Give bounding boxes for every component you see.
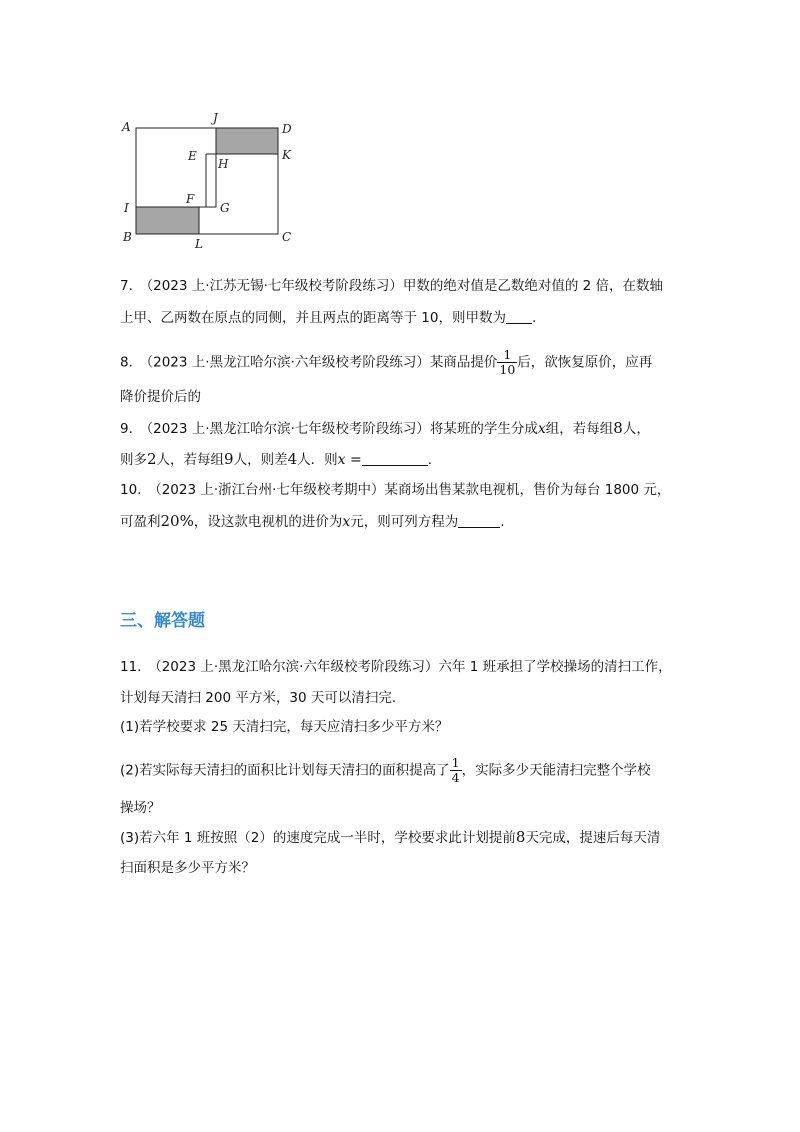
q10-var-x: x [342, 514, 351, 530]
q9-text-a: 9. （2023 上·黑龙江哈尔滨·七年级校考阶段练习）将某班的学生分成 [120, 421, 538, 437]
q9-line2 [120, 449, 432, 470]
q11-p3-num: 8 [515, 828, 526, 846]
q10-line1: 10. （2023 上·浙江台州·七年级校考期中）某商场出售某款电视机，售价为每台 1800 元， [120, 482, 671, 498]
q9-equation: x = [337, 452, 362, 468]
q10-text-a: 可盈利 [120, 514, 161, 530]
q8-text-b: 后，欲恢复原价，应再 [517, 354, 653, 371]
q8-frac-numerator: 1 [503, 347, 512, 362]
section-title: 三、解答题 [120, 611, 205, 631]
label-H: H [218, 157, 229, 171]
q10-answer-blank[interactable] [458, 513, 500, 528]
q9-var-x: x [537, 421, 546, 437]
q11-part2-cont: 操场？ [120, 800, 161, 816]
q7-end: . [531, 310, 537, 326]
q11-p2-text-b: ，实际多少天能清扫完整个学校 [461, 762, 651, 779]
label-J: J [213, 111, 218, 125]
q8-line1 [120, 348, 652, 377]
q8-fraction [498, 348, 516, 377]
label-I: I [124, 201, 129, 215]
q10-percent: 20% [160, 512, 194, 530]
q9-num-8: 8 [613, 419, 623, 437]
q10-end: . [500, 514, 505, 530]
q9-end: . [427, 452, 433, 468]
q11-line1: 11. （2023 上·黑龙江哈尔滨·六年级校考阶段练习）六年 1 班承担了学校操场的清扫工作， [120, 659, 672, 675]
q7-text: 上甲、乙两数在原点的同侧，并且两点的距离等于 10，则甲数为 [120, 310, 506, 326]
label-E: E [188, 149, 197, 163]
q11-line2: 计划每天清扫 200 平方米，30 天可以清扫完． [120, 690, 406, 706]
q9-answer-blank[interactable] [362, 451, 428, 466]
q9-text-b: 组，若每组 [545, 421, 614, 437]
shaded-region-bottom [136, 207, 199, 234]
q9-text-f: 人，则差 [233, 452, 288, 468]
q7-line1: 7. （2023 上·江苏无锡·七年级校考阶段练习）甲数的绝对值是乙数绝对值的 2 倍，在数轴 [120, 278, 664, 294]
q10-line2 [120, 511, 505, 532]
label-F: F [186, 192, 195, 206]
q9-text-g: 人．则 [297, 452, 338, 468]
q11-p2-text-a: (2)若实际每天清扫的面积比计划每天清扫的面积提高了 [120, 762, 450, 779]
step-path-g [199, 154, 216, 207]
q11-p3-text-b: 天完成，提速后每天清 [525, 830, 661, 846]
label-K: K [282, 148, 291, 162]
q10-text-c: 元，则可列方程为 [350, 514, 459, 530]
label-G: G [220, 201, 230, 215]
label-B: B [123, 230, 132, 244]
label-A: A [122, 120, 131, 134]
q9-text-e: 人，若每组 [156, 452, 225, 468]
q11-part1: (1)若学校要求 25 天清扫完，每天应清扫多少平方米？ [120, 719, 449, 735]
q10-text-b: ，设这款电视机的进价为 [193, 514, 343, 530]
label-C: C [282, 230, 292, 244]
q11-part3-cont: 扫面积是多少平方米？ [120, 860, 255, 876]
q11-frac-numerator: 1 [451, 755, 460, 770]
label-D: D [282, 122, 292, 136]
q11-p3-text-a: (3)若六年 1 班按照（2）的速度完成一半时，学校要求此计划提前 [120, 830, 516, 846]
q9-num-2: 2 [147, 450, 157, 468]
q9-num-9: 9 [224, 450, 234, 468]
q9-text-d: 则多 [120, 452, 147, 468]
q8-line2: 降价提价后的 [120, 389, 201, 405]
q11-fraction [451, 756, 461, 785]
q9-line1 [120, 418, 650, 439]
q8-text-a: 8. （2023 上·黑龙江哈尔滨·六年级校考阶段练习）某商品提价 [120, 354, 498, 371]
q11-part3 [120, 827, 660, 848]
q7-answer-blank[interactable] [506, 309, 532, 324]
q11-part2 [120, 756, 651, 785]
q9-text-c: 人， [622, 421, 650, 437]
q7-line2 [120, 308, 536, 328]
shaded-region-top [216, 128, 278, 154]
label-L: L [195, 237, 203, 251]
rectangle-figure [118, 108, 308, 258]
q9-num-4: 4 [287, 450, 298, 468]
q11-frac-denominator: 4 [451, 770, 460, 785]
q8-frac-denominator: 10 [499, 362, 516, 377]
